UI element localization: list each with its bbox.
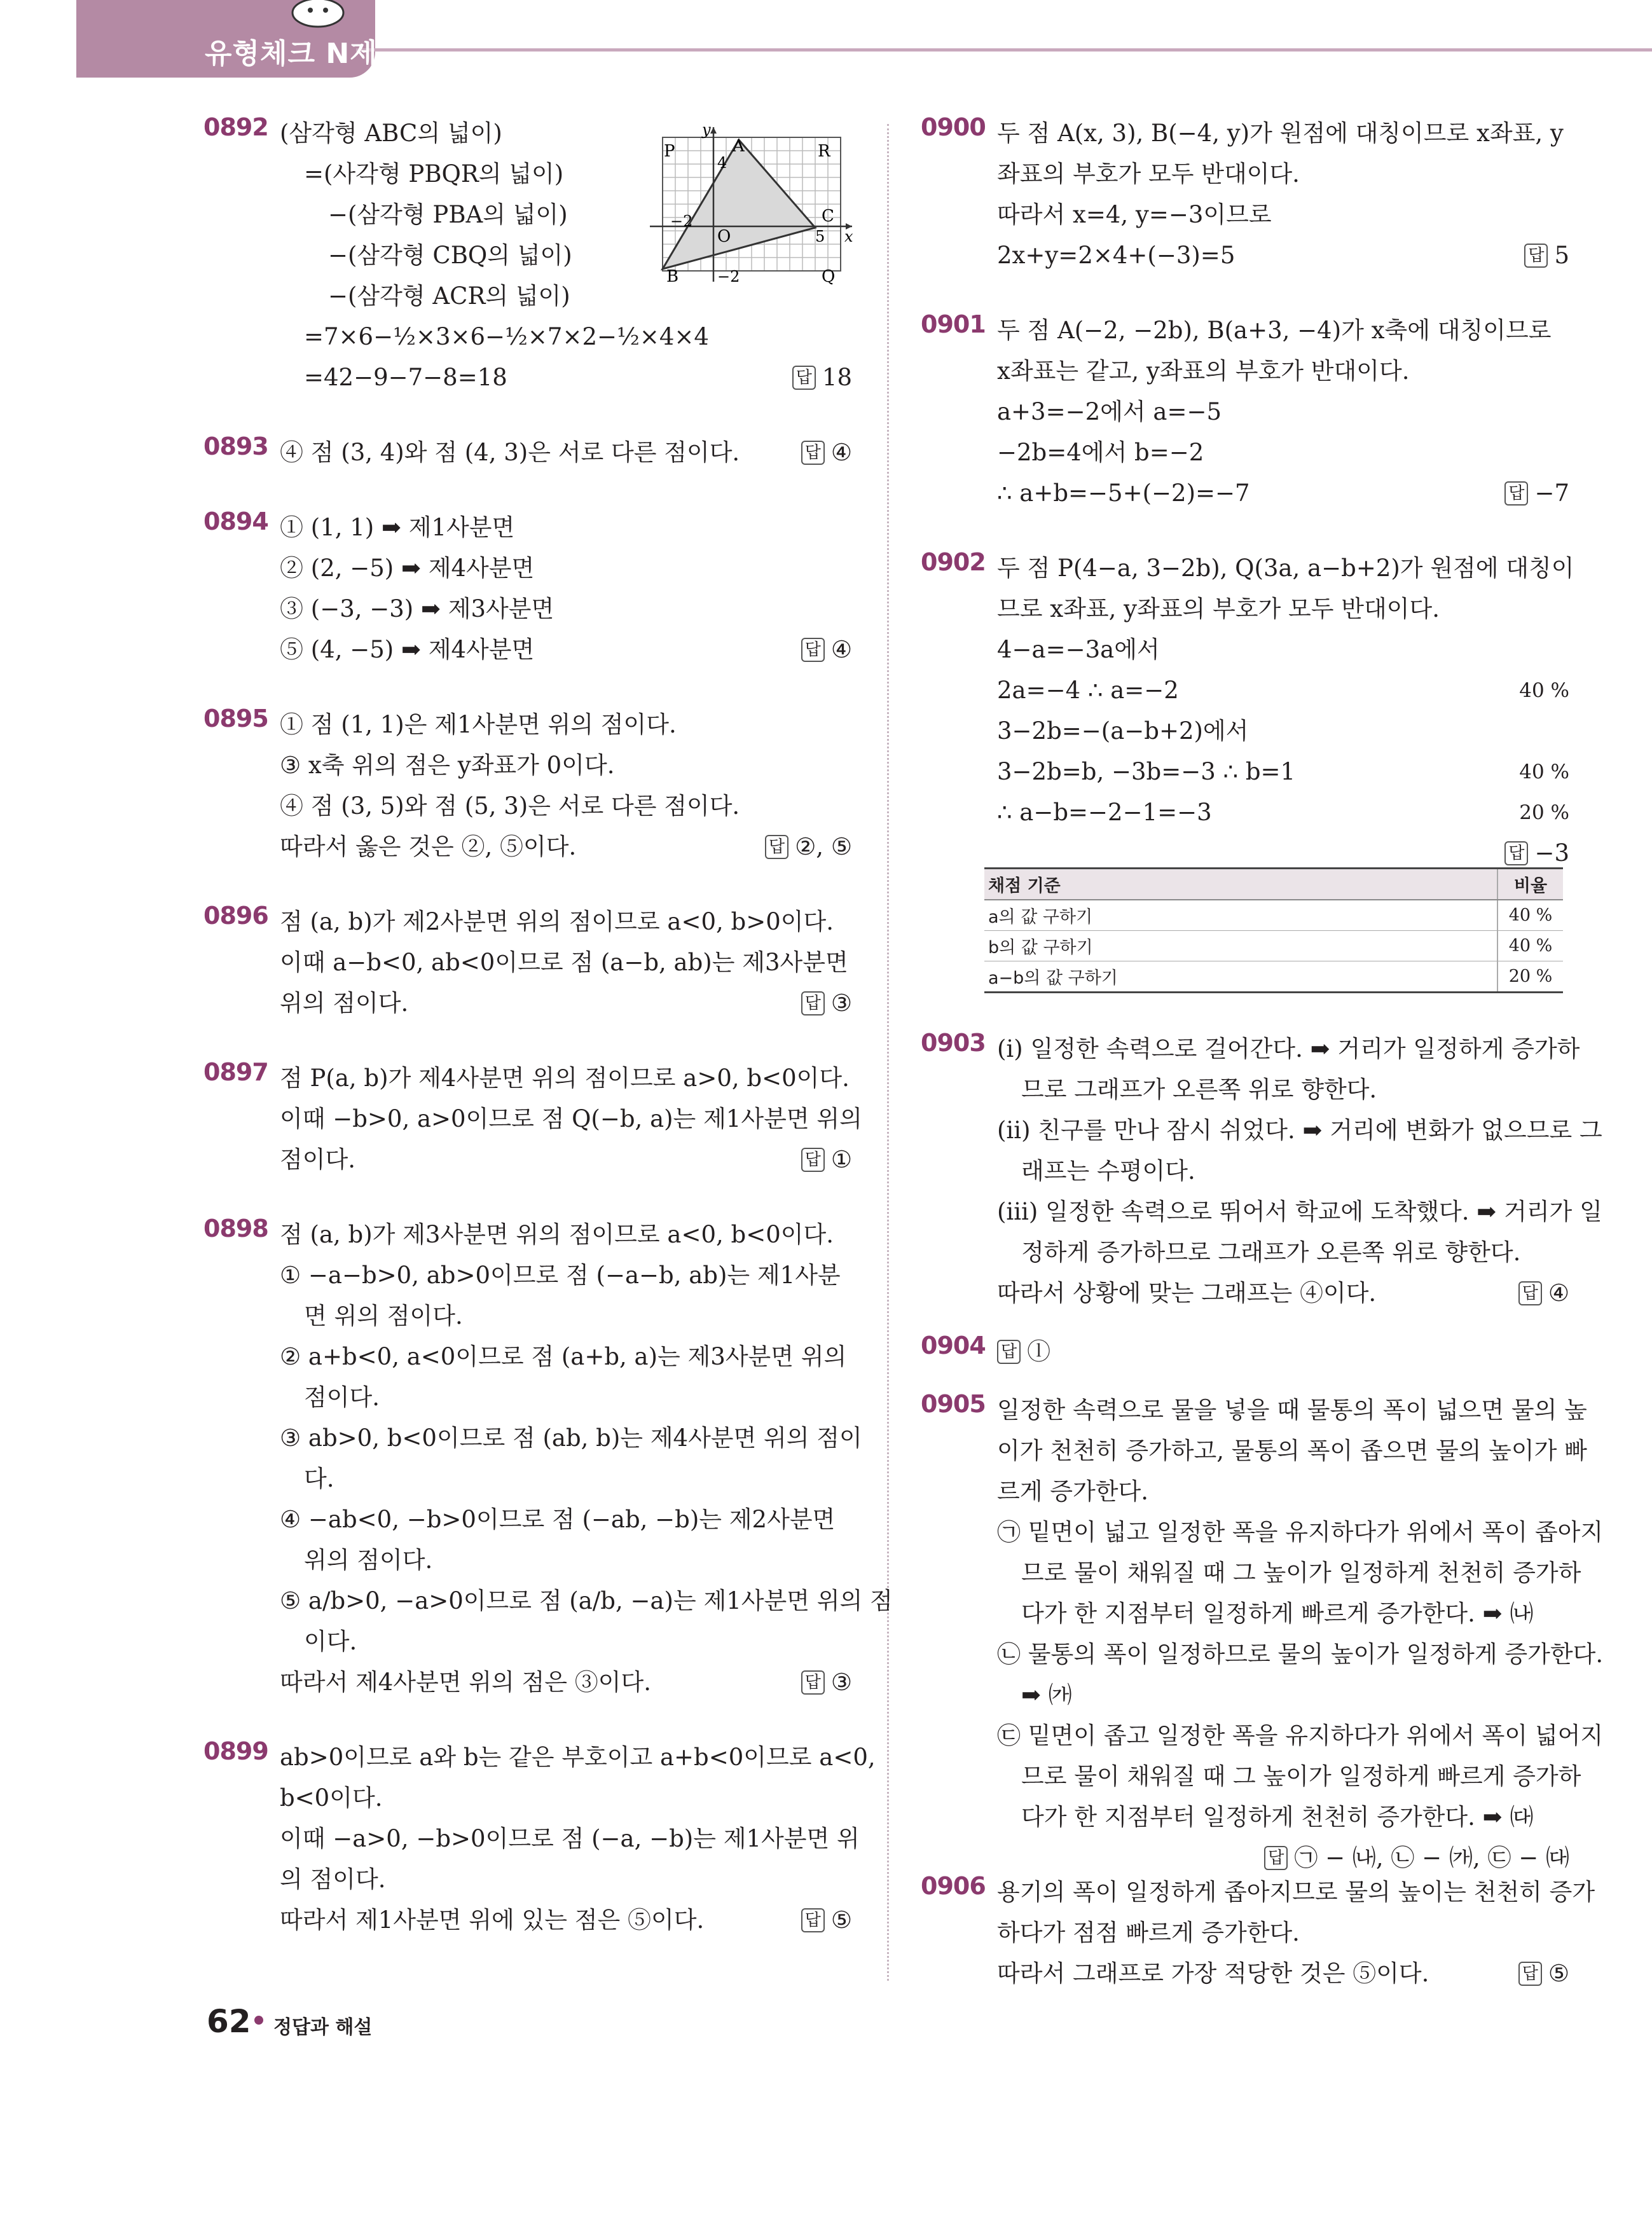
- problem-0902: [921, 548, 1574, 867]
- solution-text: 따라서 상황에 맞는 그래프는 ④이다.: [997, 1279, 1377, 1307]
- answer-tag: 답: [997, 1340, 1021, 1364]
- answer: [801, 1662, 852, 1703]
- solution-text: 두 점 P(4−a, 3−2b), Q(3a, a−b+2)가 원점에 대칭이: [997, 554, 1574, 582]
- solution-text: ab>0이므로 a와 b는 같은 부호이고 a+b<0이므로 a<0,: [280, 1744, 876, 1771]
- solution-line: [280, 507, 852, 548]
- solution-text: 따라서 그래프로 가장 적당한 것은 ⑤이다.: [997, 1960, 1429, 1987]
- solution-line: [997, 1593, 1569, 1634]
- solution-text: =(사각형 PBQR의 넓이): [304, 160, 564, 188]
- answer-value: ④: [830, 439, 852, 466]
- solution-body: [280, 1737, 876, 1941]
- solution-text: ④ −ab<0, −b>0이므로 점 (−ab, −b)는 제2사분면: [280, 1506, 836, 1533]
- solution-line: [997, 1634, 1604, 1675]
- problem-0904: [921, 1332, 1569, 1372]
- graph-tick-neg2x: −2: [670, 212, 693, 230]
- solution-line: [997, 548, 1574, 589]
- solution-text: 다.: [304, 1465, 334, 1492]
- solution-line: [997, 711, 1569, 752]
- solution-line: [280, 1778, 852, 1819]
- solution-text: 두 점 A(−2, −2b), B(a+3, −4)가 x축에 대칭이므로: [997, 317, 1552, 344]
- answer: [997, 1338, 1050, 1365]
- solution-text: ∴ a+b=−5+(−2)=−7: [997, 479, 1250, 507]
- solution-text: (ⅲ) 일정한 속력으로 뛰어서 학교에 도착했다. ➡ 거리가 일: [997, 1198, 1602, 1225]
- solution-text: ④ 점 (3, 4)와 점 (4, 3)은 서로 다른 점이다.: [280, 439, 740, 466]
- graph-tick-4: 4: [717, 154, 727, 172]
- solution-text: ⑤ (4, −5) ➡ 제4사분면: [280, 636, 535, 663]
- scoring-table: [984, 867, 1563, 993]
- solution-text: 다가 한 지점부터 일정하게 빠르게 증가한다. ➡ ㈏: [1021, 1600, 1534, 1627]
- table-cell: a−b의 값 구하기: [984, 961, 1497, 993]
- problem-0896: [203, 902, 852, 1024]
- solution-line: [280, 1540, 852, 1581]
- solution-text: =42−9−7−8=18: [304, 364, 507, 391]
- solution-body: [280, 1058, 862, 1180]
- solution-text: 두 점 A(x, 3), B(−4, y)가 원점에 대칭이므로 x좌표, y: [997, 120, 1564, 147]
- solution-text: −(삼각형 CBQ의 넓이): [328, 242, 572, 269]
- solution-text: 좌표의 부호가 모두 반대이다.: [997, 160, 1300, 188]
- solution-line: [280, 745, 852, 786]
- table-cell: b의 값 구하기: [984, 931, 1497, 961]
- solution-line: [997, 310, 1569, 351]
- solution-text: ㉡ 물통의 폭이 일정하므로 물의 높이가 일정하게 증가한다.: [997, 1641, 1604, 1668]
- solution-line: [997, 351, 1569, 392]
- page-number: 62: [207, 2003, 251, 2040]
- solution-text: 점 P(a, b)가 제4사분면 위의 점이므로 a>0, b<0이다.: [280, 1064, 850, 1092]
- score-percent: 40 %: [1519, 761, 1569, 783]
- answer-value: ②, ⑤: [795, 833, 852, 860]
- solution-line: [280, 276, 852, 317]
- solution-line: [997, 1232, 1569, 1273]
- solution-text: ③ ab>0, b<0이므로 점 (ab, b)는 제4사분면 위의 점이: [280, 1424, 862, 1452]
- solution-text: ① −a−b>0, ab>0이므로 점 (−a−b, ab)는 제1사분: [280, 1262, 841, 1289]
- answer: [801, 432, 852, 473]
- table-cell: 40 %: [1497, 931, 1563, 961]
- problem-0897: [203, 1058, 862, 1180]
- answer-tag: 답: [765, 835, 788, 859]
- solution-line: [997, 589, 1569, 630]
- answer-tag: 답: [1504, 841, 1528, 865]
- problem-number: 0894: [203, 507, 268, 535]
- table-header: 채점 기준: [984, 869, 1497, 900]
- problem-number: 0896: [203, 902, 268, 930]
- solution-line: [280, 1900, 852, 1941]
- solution-text: (ⅱ) 친구를 만나 잠시 쉬었다. ➡ 거리에 변화가 없으므로 그: [997, 1117, 1602, 1144]
- solution-line: [997, 752, 1569, 792]
- solution-line: [280, 1737, 876, 1778]
- column-divider: [887, 124, 889, 1981]
- solution-text: ㉠ 밑면이 넓고 일정한 폭을 유지하다가 위에서 폭이 좁아지: [997, 1518, 1604, 1546]
- answer: [765, 827, 852, 867]
- left-column: [203, 113, 893, 1975]
- problem-number: 0904: [921, 1332, 986, 1359]
- solution-body: [997, 310, 1569, 514]
- problem-number: 0905: [921, 1390, 986, 1418]
- table-cell: 40 %: [1497, 900, 1563, 931]
- solution-text: ⑤ a/b>0, −a>0이므로 점 (a/b, −a)는 제1사분면 위의 점: [280, 1587, 893, 1614]
- problem-number: 0903: [921, 1029, 986, 1057]
- answer-value: −3: [1534, 839, 1569, 867]
- solution-line: [997, 473, 1569, 514]
- score-percent: 20 %: [1519, 801, 1569, 824]
- solution-line: [280, 1499, 852, 1540]
- solution-text: 이때 −a>0, −b>0이므로 점 (−a, −b)는 제1사분면 위: [280, 1825, 860, 1852]
- solution-text: 면 위의 점이다.: [304, 1302, 463, 1330]
- solution-body: [280, 1215, 893, 1703]
- answer-value: ③: [830, 989, 852, 1017]
- solution-text: ③ (−3, −3) ➡ 제3사분면: [280, 595, 554, 623]
- solution-text: 다가 한 지점부터 일정하게 천천히 증가한다. ➡ ㈐: [1021, 1803, 1534, 1831]
- solution-text: 래프는 수평이다.: [1021, 1157, 1195, 1185]
- solution-text: ② a+b<0, a<0이므로 점 (a+b, a)는 제3사분면 위의: [280, 1343, 847, 1370]
- solution-line: [280, 1337, 852, 1377]
- solution-line: [997, 1273, 1569, 1314]
- solution-body: [997, 1390, 1604, 1871]
- problem-0898: [203, 1215, 893, 1703]
- solution-line: [280, 1418, 862, 1459]
- answer-value: 18: [822, 364, 852, 391]
- solution-line: [997, 1953, 1569, 1994]
- solution-text: 점 (a, b)가 제3사분면 위의 점이므로 a<0, b<0이다.: [280, 1221, 834, 1248]
- answer-tag: 답: [801, 1148, 825, 1172]
- solution-text: (ⅰ) 일정한 속력으로 걸어간다. ➡ 거리가 일정하게 증가하: [997, 1035, 1580, 1063]
- solution-text: ∴ a−b=−2−1=−3: [997, 799, 1212, 826]
- solution-line: [280, 827, 852, 867]
- solution-text: 므로 물이 채워질 때 그 높이가 일정하게 천천히 증가하: [1021, 1559, 1581, 1586]
- problem-0901: [921, 310, 1569, 514]
- solution-text: 따라서 옳은 것은 ②, ⑤이다.: [280, 833, 577, 860]
- problem-number: 0895: [203, 705, 268, 733]
- answer: [1504, 473, 1569, 514]
- solution-text: −(삼각형 PBA의 넓이): [328, 201, 568, 228]
- answer: [801, 1139, 852, 1180]
- solution-text: 따라서 제1사분면 위에 있는 점은 ⑤이다.: [280, 1906, 705, 1934]
- table-cell: a의 값 구하기: [984, 900, 1497, 931]
- solution-line: [280, 235, 852, 276]
- solution-line: [997, 392, 1569, 432]
- graph-label-o: O: [717, 227, 731, 246]
- graph-label-p: P: [664, 142, 675, 161]
- solution-line: [997, 432, 1569, 473]
- problem-0903: [921, 1029, 1602, 1314]
- solution-text: 따라서 제4사분면 위의 점은 ③이다.: [280, 1669, 651, 1696]
- table-header: 비율: [1497, 869, 1563, 900]
- solution-line: [997, 630, 1569, 670]
- solution-body: [997, 1029, 1602, 1314]
- solution-line: [997, 1716, 1604, 1756]
- solution-body: [997, 113, 1569, 276]
- solution-line: [280, 1139, 852, 1180]
- solution-line: [997, 1675, 1569, 1716]
- solution-line: [280, 113, 852, 154]
- solution-body: [997, 1332, 1569, 1372]
- solution-line: [997, 235, 1569, 276]
- solution-text: ➡ ㈎: [1021, 1681, 1072, 1709]
- solution-text: ① (1, 1) ➡ 제1사분면: [280, 514, 515, 541]
- solution-line: [280, 1621, 852, 1662]
- answer-tag: 답: [801, 1670, 825, 1695]
- solution-text: x좌표는 같고, y좌표의 부호가 반대이다.: [997, 357, 1410, 385]
- problem-number: 0906: [921, 1872, 986, 1900]
- graph-label-b: B: [666, 267, 679, 285]
- solution-line: [280, 195, 852, 235]
- solution-line: [280, 1058, 852, 1099]
- solution-line: [997, 1431, 1587, 1471]
- solution-line: [280, 548, 852, 589]
- solution-line: [280, 432, 852, 473]
- solution-text: b<0이다.: [280, 1784, 383, 1812]
- solution-text: 이다.: [304, 1628, 357, 1655]
- solution-line: [997, 1110, 1602, 1151]
- problem-0900: [921, 113, 1569, 276]
- solution-line: [997, 113, 1569, 154]
- solution-line: [997, 792, 1569, 833]
- answer: [801, 1900, 852, 1941]
- solution-line: [997, 154, 1569, 195]
- solution-text: 3−2b=b, −3b=−3 ∴ b=1: [997, 758, 1296, 785]
- problem-number: 0900: [921, 113, 986, 141]
- solution-line: [997, 195, 1569, 235]
- header-title: 유형체크 N제: [205, 38, 378, 70]
- table-cell: 20 %: [1497, 961, 1563, 993]
- solution-body: [997, 1872, 1595, 1994]
- solution-line: [997, 1390, 1587, 1431]
- problem-number: 0902: [921, 548, 986, 576]
- solution-body: [280, 113, 852, 398]
- solution-text: 일정한 속력으로 물을 넣을 때 물통의 폭이 넓으면 물의 높: [997, 1396, 1587, 1424]
- solution-line: [280, 1099, 862, 1139]
- solution-line: [280, 705, 852, 745]
- solution-line: [997, 1151, 1569, 1192]
- solution-text: ① 점 (1, 1)은 제1사분면 위의 점이다.: [280, 711, 677, 738]
- problem-0899: [203, 1737, 876, 1941]
- answer-value: ④: [1548, 1279, 1569, 1307]
- problem-0905: [921, 1390, 1604, 1871]
- solution-text: −(삼각형 ACR의 넓이): [328, 282, 570, 310]
- solution-line: [280, 1215, 852, 1255]
- answer-value: ⓛ: [1027, 1338, 1051, 1365]
- solution-text: 하다가 점점 빠르게 증가한다.: [997, 1919, 1300, 1946]
- answer-value: ①: [830, 1146, 852, 1173]
- solution-line: [280, 983, 852, 1024]
- solution-line: [997, 1192, 1602, 1232]
- solution-line: [280, 1662, 852, 1703]
- solution-line: [997, 670, 1569, 711]
- answer-tag: 답: [801, 991, 825, 1015]
- answer-value: 5: [1554, 242, 1569, 269]
- solution-text: 용기의 폭이 일정하게 좁아지므로 물의 높이는 천천히 증가: [997, 1878, 1595, 1906]
- solution-text: 이때 −b>0, a>0이므로 점 Q(−b, a)는 제1사분면 위의: [280, 1105, 862, 1132]
- page-label: 정답과 해설: [273, 2016, 373, 2039]
- answer-tag: 답: [801, 638, 825, 662]
- solution-line: [280, 1296, 852, 1337]
- solution-text: 므로 물이 채워질 때 그 높이가 일정하게 빠르게 증가하: [1021, 1763, 1581, 1790]
- solution-body: [280, 902, 852, 1024]
- solution-text: 2x+y=2×4+(−3)=5: [997, 242, 1236, 269]
- score-percent: 40 %: [1519, 679, 1569, 702]
- problem-number: 0901: [921, 310, 986, 338]
- solution-line: [280, 317, 852, 357]
- solution-text: ② (2, −5) ➡ 제4사분면: [280, 554, 535, 582]
- answer-value: ③: [830, 1669, 852, 1696]
- graph-label-r: R: [818, 142, 830, 161]
- problem-number: 0897: [203, 1058, 268, 1086]
- table-row: [984, 931, 1563, 961]
- solution-line: [280, 357, 852, 398]
- answer: [1524, 235, 1569, 276]
- solution-text: =7×6−½×3×6−½×7×2−½×4×4: [304, 323, 709, 350]
- solution-line: [280, 1581, 893, 1621]
- solution-line: [280, 786, 852, 827]
- solution-text: 점 (a, b)가 제2사분면 위의 점이므로 a<0, b>0이다.: [280, 908, 834, 935]
- solution-body: [997, 548, 1574, 867]
- answer: [1504, 833, 1569, 874]
- graph-label-q: Q: [822, 267, 836, 285]
- solution-line: [280, 1377, 852, 1418]
- solution-text: 위의 점이다.: [304, 1546, 433, 1574]
- answer-tag: 답: [1504, 481, 1528, 506]
- solution-line: [997, 1872, 1595, 1913]
- solution-line: [997, 1797, 1569, 1838]
- solution-line: [997, 1553, 1581, 1593]
- solution-line: [280, 589, 852, 630]
- solution-line: [280, 154, 852, 195]
- problem-0895: [203, 705, 852, 867]
- page-dot: [254, 2016, 263, 2025]
- solution-body: [280, 432, 852, 473]
- solution-text: 이가 천천히 증가하고, 물통의 폭이 좁으면 물의 높이가 빠: [997, 1437, 1587, 1464]
- solution-text: 점이다.: [280, 1146, 355, 1173]
- solution-line: [280, 1819, 860, 1859]
- solution-line: [997, 1332, 1569, 1372]
- problem-0906: [921, 1872, 1595, 1994]
- graph-label-x: x: [844, 228, 853, 245]
- answer-tag: 답: [792, 366, 816, 390]
- answer: [1518, 1953, 1569, 1994]
- solution-text: ③ x축 위의 점은 y좌표가 0이다.: [280, 752, 615, 779]
- solution-text: 르게 증가한다.: [997, 1478, 1148, 1505]
- answer-tag: 답: [801, 1908, 825, 1932]
- answer-value: ㉠ − ㈏, ㉡ − ㈎, ㉢ − ㈐: [1294, 1844, 1569, 1871]
- answer-tag: 답: [1264, 1846, 1288, 1870]
- solution-line: [280, 1459, 852, 1499]
- solution-line: [997, 1471, 1569, 1512]
- solution-line: [280, 630, 852, 670]
- problem-number: 0892: [203, 113, 268, 141]
- solution-text: 3−2b=−(a−b+2)에서: [997, 717, 1249, 745]
- answer: [1518, 1273, 1569, 1314]
- solution-text: a+3=−2에서 a=−5: [997, 398, 1222, 425]
- header-rule: [356, 48, 1652, 52]
- answer: [801, 630, 852, 670]
- answer-tag: 답: [1524, 244, 1548, 268]
- answer-value: ④: [830, 636, 852, 663]
- table-row: [984, 900, 1563, 931]
- problem-0894: [203, 507, 852, 670]
- problem-number: 0898: [203, 1215, 268, 1242]
- solution-text: −2b=4에서 b=−2: [997, 439, 1204, 466]
- solution-text: ㉢ 밑면이 좁고 일정한 폭을 유지하다가 위에서 폭이 넓어지: [997, 1722, 1604, 1749]
- answer: [792, 357, 852, 398]
- graph-label-y: y: [702, 126, 711, 139]
- solution-line: [997, 1913, 1569, 1953]
- solution-line: [997, 1512, 1604, 1553]
- answer: [801, 983, 852, 1024]
- answer-value: ⑤: [830, 1906, 852, 1934]
- problem-0893: [203, 432, 852, 473]
- problem-number: 0893: [203, 432, 268, 460]
- graph-label-a: A: [733, 137, 745, 156]
- graph-tick-neg2y: −2: [717, 268, 740, 285]
- solution-line: [997, 1029, 1580, 1070]
- solution-line: [997, 1756, 1581, 1797]
- problem-number: 0899: [203, 1737, 268, 1765]
- table-row: [984, 961, 1563, 993]
- solution-text: 따라서 x=4, y=−3이므로: [997, 201, 1272, 228]
- solution-line: [280, 1859, 852, 1900]
- answer-tag: 답: [1518, 1281, 1542, 1305]
- solution-text: 이때 a−b<0, ab<0이므로 점 (a−b, ab)는 제3사분면: [280, 949, 848, 976]
- solution-body: [280, 705, 852, 867]
- right-column: [921, 113, 1604, 2028]
- solution-body: [280, 507, 852, 670]
- solution-text: 므로 그래프가 오른쪽 위로 향한다.: [1021, 1076, 1377, 1103]
- solution-line: [280, 942, 852, 983]
- solution-text: (삼각형 ABC의 넓이): [280, 120, 502, 147]
- solution-text: 의 점이다.: [280, 1866, 386, 1893]
- solution-text: 위의 점이다.: [280, 989, 409, 1017]
- solution-line: [280, 1255, 852, 1296]
- solution-text: 4−a=−3a에서: [997, 636, 1160, 663]
- problem-0892: [203, 113, 852, 398]
- graph-label-c: C: [822, 207, 834, 226]
- solution-text: ④ 점 (3, 5)와 점 (5, 3)은 서로 다른 점이다.: [280, 792, 740, 820]
- answer-value: −7: [1534, 479, 1569, 507]
- answer-tag: 답: [1518, 1962, 1542, 1986]
- answer-value: ⑤: [1548, 1960, 1569, 1987]
- graph-tick-5: 5: [815, 228, 825, 245]
- solution-line: [280, 902, 852, 942]
- answer-tag: 답: [801, 441, 825, 465]
- solution-text: 점이다.: [304, 1384, 380, 1411]
- solution-text: 2a=−4 ∴ a=−2: [997, 677, 1179, 704]
- solution-text: 므로 x좌표, y좌표의 부호가 모두 반대이다.: [997, 595, 1440, 623]
- solution-line: [997, 1070, 1569, 1110]
- solution-text: 정하게 증가하므로 그래프가 오른쪽 위로 향한다.: [1021, 1239, 1521, 1266]
